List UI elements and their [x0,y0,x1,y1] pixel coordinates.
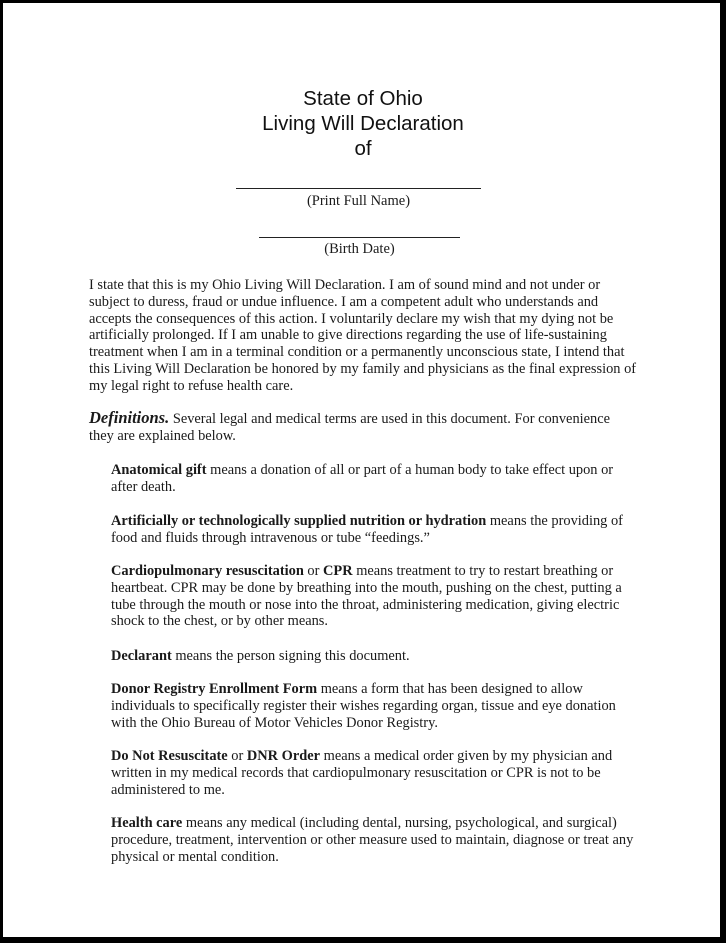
birth-date-label: (Birth Date) [324,241,395,257]
intro-paragraph: I state that this is my Ohio Living Will Declaration. I am of sound mind and not under or subject to duress, fraud or undue influence. I am a competent adult who understands and accepts the consequences of this action. I voluntarily declare my wish that my dying not be artificially prolonged. If I am unable to give directions regarding the use of life-sustaining treatment when I am in a terminal condition or a permanently unconscious state, I intend that this Living Will Declaration be honored by my family and physicians as the final expression of my legal right to refuse health care. [89,277,637,394]
definition-cpr [111,563,637,630]
title-line-state: State of Ohio [303,87,423,110]
definition-artificial-nutrition [111,513,637,547]
definition-dnr [111,748,637,798]
definition-anatomical-gift [111,462,637,496]
definition-connector: or [303,563,324,579]
definition-term-alt: CPR [323,563,353,579]
definitions-intro-text: Several legal and medical terms are used in this document. For convenience they are explained below. [89,411,610,444]
definition-term: Anatomical gift [111,462,207,478]
definition-text: means a form that has been designed to allow individuals to specifically register their wishes regarding organ, tissue and eye donation with the Ohio Bureau of Motor Vehicles Donor Registry. [111,681,616,731]
full-name-line [236,188,481,189]
definition-term: Donor Registry Enrollment Form [111,681,318,697]
document-title [3,86,723,161]
title-line-declaration: Living Will Declaration [262,112,464,135]
definition-text: means the providing of food and fluids through intravenous or tube “feedings.” [111,513,623,546]
definition-text: means a medical order given by my physician and written in my medical records that cardiopulmonary resuscitation or CPR is not to be administered to me. [111,748,613,798]
definition-donor-registry [111,681,637,731]
definition-text: means any medical (including dental, nursing, psychological, and surgical) procedure, treatment, intervention or other measure used to maintain, diagnose or treat any physical or mental condition. [111,815,634,865]
definition-term: Artificially or technologically supplied nutrition or hydration [111,513,487,529]
definition-declarant [111,648,637,665]
definition-term: Do Not Resuscitate [111,748,228,764]
definition-text: means a donation of all or part of a human body to take effect upon or after death. [111,462,614,495]
full-name-label: (Print Full Name) [306,193,411,209]
definition-connector: or [227,748,247,764]
definitions-intro [89,410,637,445]
definition-term: Declarant [111,648,172,664]
definition-term-alt: DNR Order [246,748,321,764]
definition-term: Health care [111,815,183,831]
definitions-heading: Definitions. [89,408,170,427]
definition-term: Cardiopulmonary resuscitation [111,563,304,579]
definition-text: means the person signing this document. [171,648,410,664]
birth-date-line [259,237,460,238]
title-line-of: of [354,137,372,160]
definition-health-care [111,815,637,865]
definition-text: means treatment to try to restart breathing or heartbeat. CPR may be done by breathing into the mouth, pushing on the chest, putting a tube through the mouth or nose into the throat, administering medication, giving electric shock to the chest, or by other means. [111,563,622,630]
